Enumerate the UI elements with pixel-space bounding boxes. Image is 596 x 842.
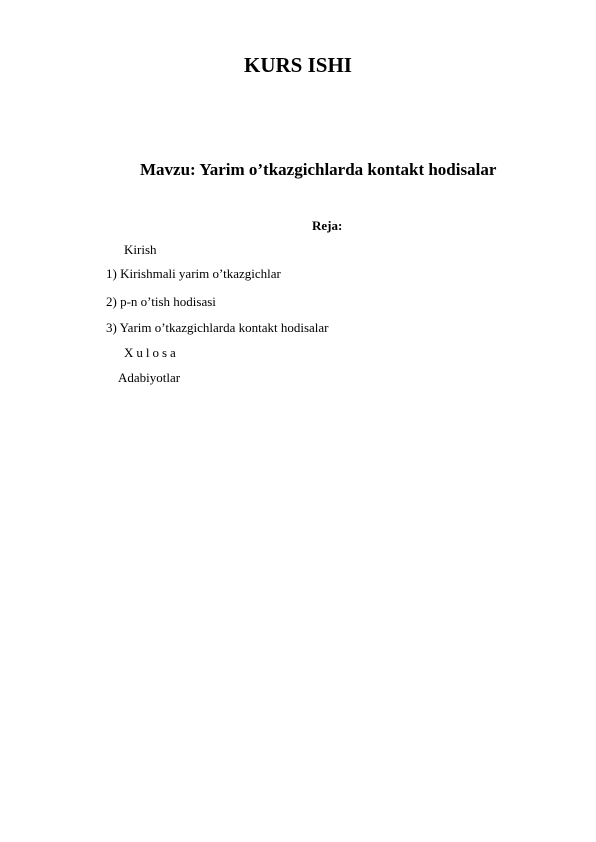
plan-item-2: 2) p-n o’tish hodisasi [106,294,216,309]
plan-item-introduction: Kirish [124,242,157,257]
plan-item-1: 1) Kirishmali yarim o’tkazgichlar [106,266,281,281]
plan-item-references: Adabiyotlar [118,370,181,385]
plan-item-conclusion: Xulosa [124,345,179,360]
plan-heading: Reja: [312,218,343,233]
topic-heading: Mavzu: Yarim o’tkazgichlarda kontakt hodisalar [140,160,497,179]
plan-item-3: 3) Yarim o’tkazgichlarda kontakt hodisalar [106,320,329,335]
document-title: KURS ISHI [244,53,352,77]
